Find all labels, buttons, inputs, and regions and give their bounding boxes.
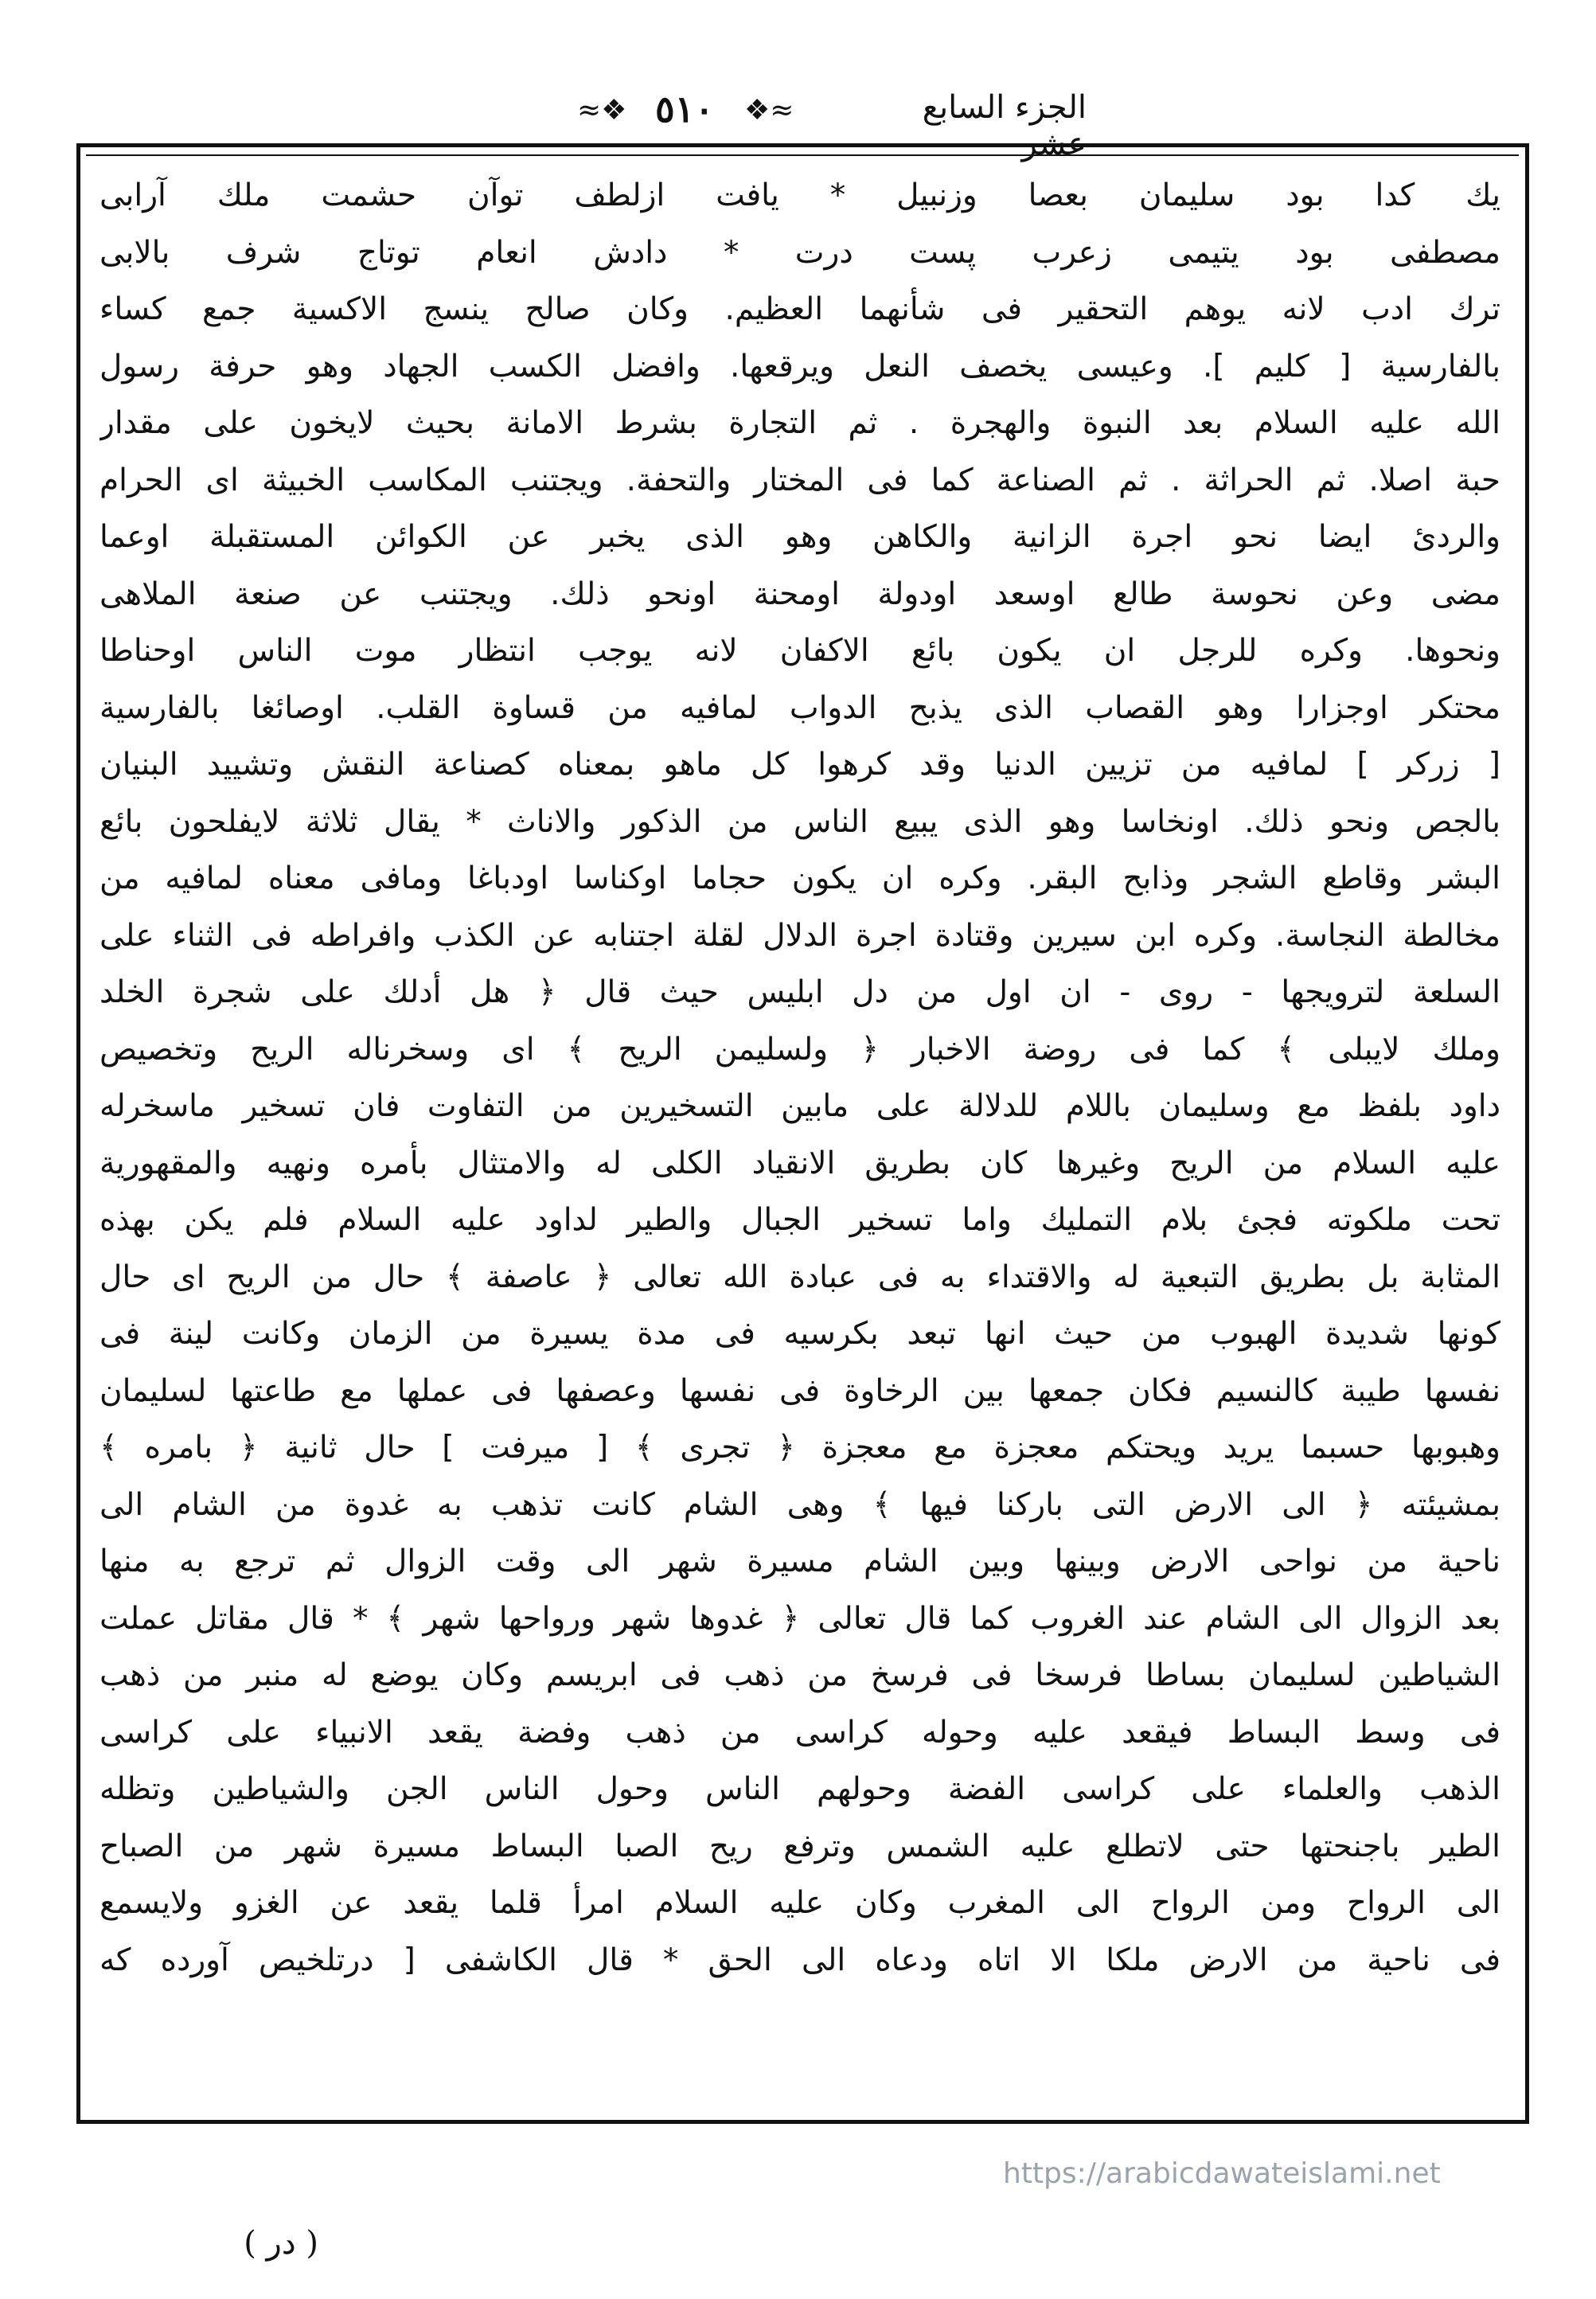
running-head: الجزء السابع عشر (922, 89, 1087, 162)
text-line: كونها شديدة الهبوب من حيث انها تبعد بكرسيه فى مدة يسيرة من الزمان وكانت لينة فى (100, 1316, 1500, 1352)
text-line: مضى وعن نحوسة طالع اوسعد اودولة اومحنة اونحو ذلك. ويجتنب عن صنعة الملاهى (100, 576, 1500, 612)
text-line: بالفارسية [ كليم ]. وعيسى يخصف النعل ويرقعها. وافضل الكسب الجهاد وهو حرفة رسول (100, 348, 1500, 384)
main-text (100, 167, 1500, 2110)
text-line: ونحوها. وكره للرجل ان يكون بائع الاكفان لانه يوجب انتظار موت الناس اوحناطا (100, 633, 1500, 669)
text-line: عليه السلام من الريح وغيرها كان بطريق الانقياد الكلى له والامتثال بأمره ونهيه والمقهورية (100, 1145, 1500, 1181)
text-line: محتكر اوجزارا وهو القصاب الذى يذبح الدواب لمافيه من قساوة القلب. اوصائغا بالفارسية (100, 689, 1500, 726)
text-line: والردئ ايضا نحو اجرة الزانية والكاهن وهو الذى يخبر عن الكوائن المستقبلة اوعما (100, 519, 1500, 555)
page-number: ٥١٠ (654, 88, 715, 131)
ornament-left-icon: ≈❖ (577, 94, 627, 127)
text-line: بمشيئته ﴿ الى الارض التى باركنا فيها ﴾ وهى الشام كانت تذهب به غدوة من الشام الى (100, 1486, 1500, 1523)
text-line: مصطفى بود يتيمى زعرب پست درت * دادش انعام توتاج شرف بالابى (100, 234, 1500, 271)
watermark: https://arabicdawateislami.net (1003, 2157, 1441, 2190)
text-line: الله عليه السلام بعد النبوة والهجرة . ثم التجارة بشرط الامانة بحيث لايخون على مقدار (100, 405, 1500, 441)
text-line: [ زركر ] لمافيه من تزيين الدنيا وقد كرهوا كل ماهو بمعناه كصناعة النقش وتشييد البنيان (100, 747, 1500, 783)
text-line: بعد الزوال الى الشام عند الغروب كما قال تعالى ﴿ غدوها شهر ورواحها شهر ﴾ * قال مقاتل عملت (100, 1600, 1500, 1637)
text-line: الطير باجنحتها حتى لاتطلع عليه الشمس وترفع ريح الصبا البساط مسيرة شهر من الصباح (100, 1828, 1500, 1864)
text-line: بالجص ونحو ذلك. اونخاسا وهو الذى يبيع الناس من الذكور والاناث * يقال ثلاثة لايفلحون بائع (100, 803, 1500, 840)
text-line: حبة اصلا. ثم الحراثة . ثم الصناعة كما فى المختار والتحفة. ويجتنب المكاسب الخبيثة اى الحرام (100, 462, 1500, 498)
text-line: الى الرواح ومن الرواح الى المغرب وكان عليه السلام امرأ قلما يقعد عن الغزو ولايسمع (100, 1885, 1500, 1921)
text-line: الشياطين لسليمان بساطا فرسخا فى فرسخ من ذهب فى ابريسم وكان يوضع له منبر من ذهب (100, 1657, 1500, 1693)
ornament-right-icon: ❖≈ (744, 94, 794, 127)
catchword: ( در ) (244, 2225, 318, 2262)
text-line: ترك ادب لانه يوهم التحقير فى شأنهما العظيم. وكان صالح ينسج الاكسية جمع كساء (100, 291, 1500, 327)
text-line: الذهب والعلماء على كراسى الفضة وحولهم الناس وحول الناس الجن والشياطين وتظله (100, 1771, 1500, 1807)
text-line: البشر وقاطع الشجر وذابح البقر. وكره ان يكون حجاما اوكناسا اودباغا ومافى معناه لمافيه من (100, 861, 1500, 896)
text-line: وهبوبها حسبما يريد ويحتكم معجزة مع معجزة ﴿ تجرى ﴾ [ ميرفت ] حال ثانية ﴿ بامره ﴾ (100, 1430, 1500, 1466)
text-line: داود بلفظ مع وسليمان باللام للدلالة على مابين التسخيرين من التفاوت فان تسخير ماسخرله (100, 1088, 1500, 1124)
text-line: ناحية من نواحى الارض وبينها وبين الشام مسيرة شهر الى وقت الزوال ثم ترجع به منها (100, 1544, 1500, 1579)
text-line: وملك لايبلى ﴾ كما فى روضة الاخبار ﴿ ولسليمن الريح ﴾ اى وسخرناله الريح وتخصيص (100, 1031, 1500, 1068)
frame-rule (86, 154, 1519, 156)
text-line: نفسها طيبة كالنسيم فكان جمعها بين الرخاوة فى نفسها وعصفها فى عملها مع طاعتها لسليمان (100, 1372, 1500, 1409)
text-line: تحت ملكوته فجئ بلام التمليك واما تسخير الجبال والطير لداود عليه السلام فلم يكن بهذه (100, 1202, 1500, 1238)
text-line: السلعة لترويجها - روى - ان اول من دل ابليس حيث قال ﴿ هل أدلك على شجرة الخلد (100, 974, 1500, 1010)
text-line: فى وسط البساط فيقعد عليه وحوله كراسى من ذهب وفضة يقعد الانبياء على كراسى (100, 1714, 1500, 1751)
text-line: مخالطة النجاسة. وكره ابن سيرين وقتادة اجرة الدلال لقلة اجتنابه عن الكذب وافراطه فى الثناء على (100, 917, 1500, 954)
page-header (0, 80, 1596, 162)
text-line: فى ناحية من الارض ملكا الا اتاه ودعاه الى الحق * قال الكاشفى [ درتلخيص آورده كه (100, 1942, 1500, 1978)
text-line: يك كدا بود سليمان بعصا وزنبيل * يافت ازلطف توآن حشمت ملك آرابى (100, 178, 1500, 213)
text-line: المثابة بل بطريق التبعية له والاقتداء به فى عبادة الله تعالى ﴿ عاصفة ﴾ حال من الريح اى حال (100, 1259, 1500, 1295)
